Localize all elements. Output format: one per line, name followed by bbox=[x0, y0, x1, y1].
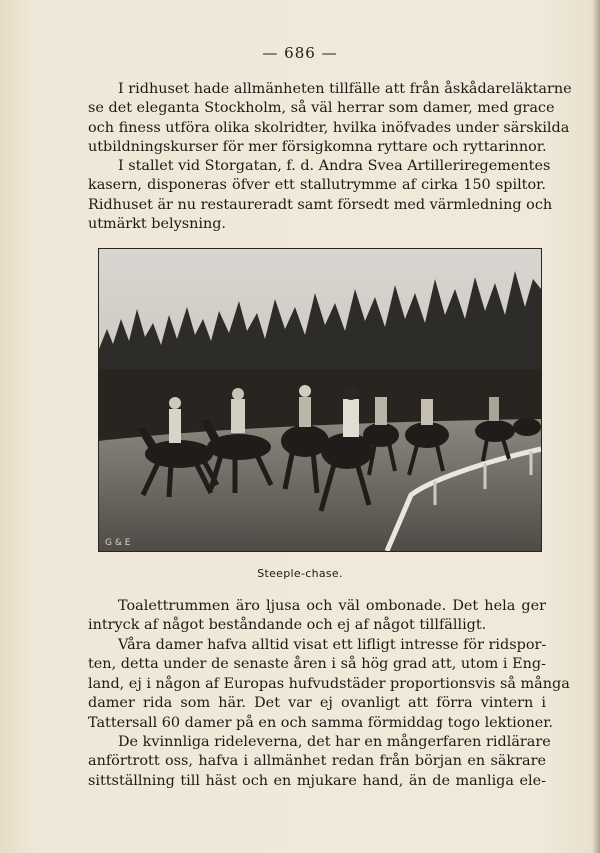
text-line: sittställning till häst och en mjukare hand, än de manliga ele- bbox=[88, 772, 546, 789]
text-line: utbildningskurser för mer försigkomna ryttare och ryttarinnor. bbox=[88, 139, 547, 156]
text-line: se det eleganta Stockholm, så väl herrar som damer, med grace bbox=[88, 100, 555, 117]
text-line: anförtrott oss, hafva i allmänhet redan från början en säkrare bbox=[88, 753, 546, 770]
figure-caption: Steeple-chase. bbox=[257, 567, 343, 580]
paragraph-stallet bbox=[88, 157, 553, 235]
text-line: damer rida som här. Det var ej ovanligt att förra vintern i bbox=[88, 695, 546, 712]
text-line: och finess utföra olika skolridter, hvilka inöfvades under särskilda bbox=[88, 119, 570, 136]
text-line: kasern, disponeras öfver ett stallutrymme af cirka 150 spiltor. bbox=[88, 177, 546, 194]
text-line: Toalettrummen äro ljusa och väl ombonade. Det hela ger bbox=[118, 598, 546, 614]
text-line: I stallet vid Storgatan, f. d. Andra Svea Artilleriregementes bbox=[118, 158, 551, 174]
text-line: utmärkt belysning. bbox=[88, 216, 227, 233]
steeple-chase-photograph bbox=[98, 248, 542, 552]
paragraph-vara-damer bbox=[88, 636, 570, 733]
text-line: I ridhuset hade allmänheten tillfälle att från åskådareläktarne bbox=[118, 81, 572, 97]
paragraph-ridhuset bbox=[88, 80, 572, 158]
text-line: Tattersall 60 damer på en och samma förmiddag togo lektioner. bbox=[88, 714, 554, 731]
paragraph-toalettrummen bbox=[88, 597, 546, 636]
text-line: Våra damer hafva alltid visat ett lifligt intresse för ridspor- bbox=[118, 637, 547, 653]
paragraph-kvinnliga-ridelever bbox=[88, 733, 551, 791]
page-number: — 686 — bbox=[262, 44, 338, 62]
text-line: intryck af något beståndande och ej af något tillfälligt. bbox=[88, 617, 487, 634]
text-line: land, ej i någon af Europas hufvudstäder proportionsvis så många bbox=[88, 675, 570, 692]
text-line: ten, detta under de senaste åren i så hög grad att, utom i Eng- bbox=[88, 656, 546, 673]
text-line: Ridhuset är nu restaureradt samt försedt med värmledning och bbox=[88, 196, 553, 213]
page-edge-shadow bbox=[592, 0, 600, 853]
photo-illustration bbox=[99, 249, 541, 551]
photo-monogram: G & E bbox=[105, 538, 131, 548]
text-line: De kvinnliga rideleverna, det har en mångerfaren ridlärare bbox=[118, 734, 551, 750]
